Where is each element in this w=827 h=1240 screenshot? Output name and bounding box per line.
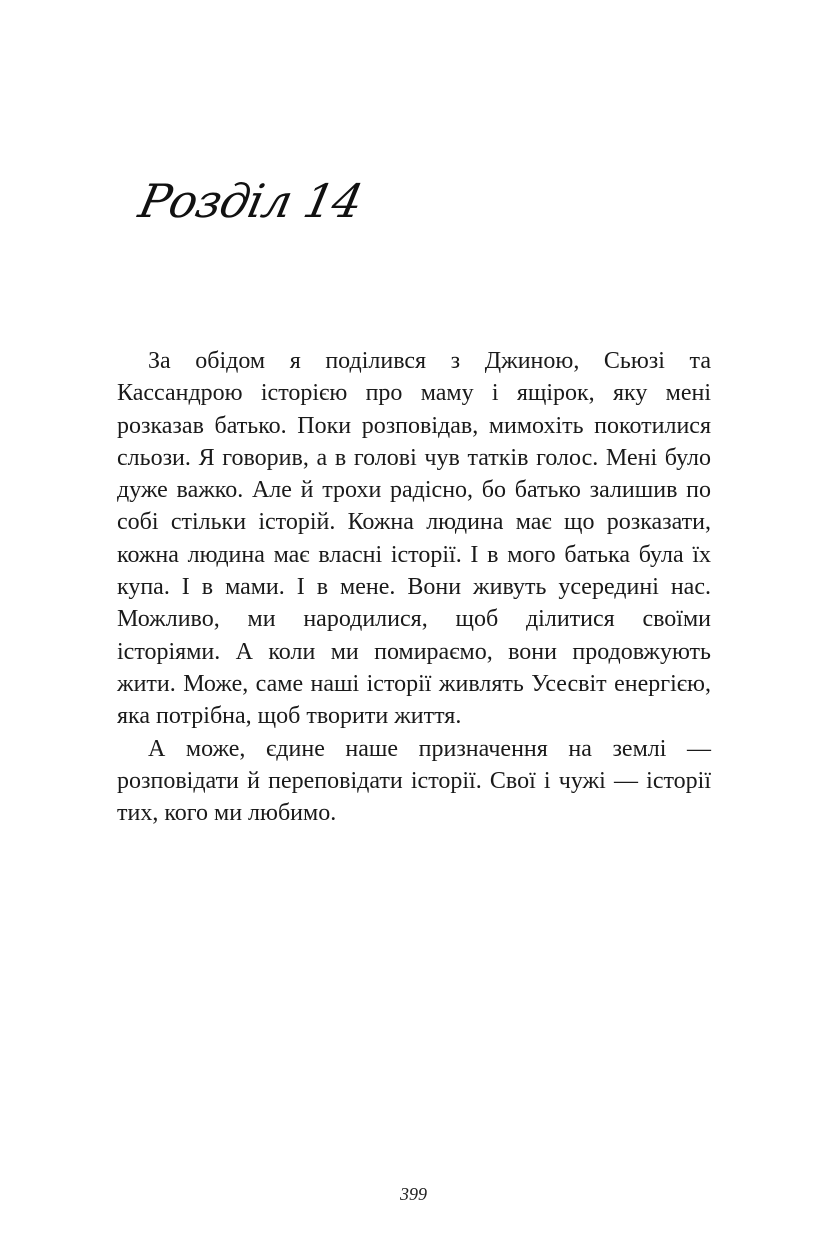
chapter-title: Розділ 14: [134, 174, 367, 228]
paragraph-2: А може, єдине наше призначення на землі — розповідати й переповідати історії. Свої і чужі — історії тих, кого ми любимо.: [117, 735, 711, 827]
paragraph-1: За обідом я поділився з Джиною, Сьюзі та Кассандрою історією про маму і ящірок, яку мені розказав батько. Поки розповідав, мимохіть покотилися сльози. Я говорив, а в голові чув татків голос. Мені було дуже важко. Але й трохи радісно, бо батько залишив по собі стільки історій. Кожна людина має що розказати, кожна людина має власні історії. І в мого батька була їх купа. І в мами. І в мене. Вони живуть усередині нас. Можливо, ми народилися, щоб ділитися своїми історіями. А коли ми помираємо, вони продовжують жити. Може, саме наші історії живлять Усесвіт енергією, яка потрібна, щоб творити життя.: [117, 348, 711, 730]
chapter-body: [117, 345, 711, 829]
page-number: 399: [400, 1184, 427, 1204]
